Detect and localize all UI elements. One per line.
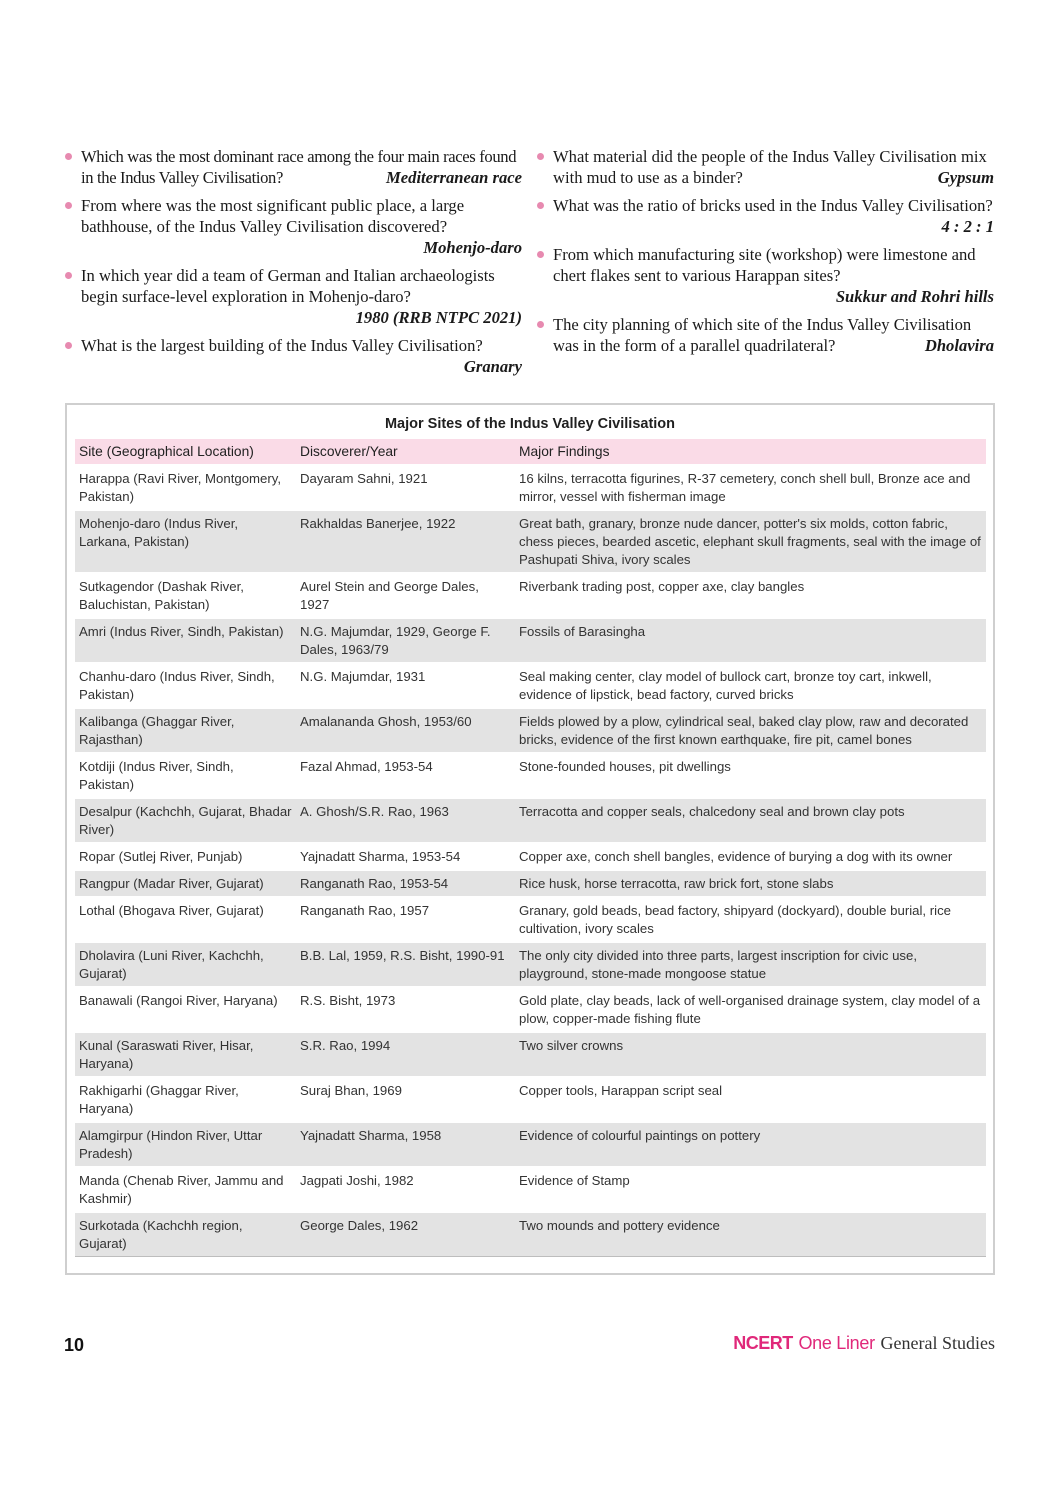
bullet-icon bbox=[537, 202, 544, 209]
answer-text: Sukkur and Rohri hills bbox=[835, 287, 994, 306]
qa-item bbox=[536, 244, 994, 307]
cell-findings: Copper axe, conch shell bangles, evidence of burying a dog with its owner bbox=[515, 843, 986, 870]
table-row bbox=[75, 942, 986, 987]
cell-site: Amri (Indus River, Sindh, Pakistan) bbox=[75, 618, 296, 663]
question-text: What material did the people of the Indus Valley Civilisation mix with mud to use as a binder? bbox=[553, 147, 987, 187]
cell-findings: Fields plowed by a plow, cylindrical seal, baked clay plow, raw and decorated bricks, evidence of the first known earthquake, fire pit, camel bones bbox=[515, 708, 986, 753]
cell-findings: Fossils of Barasingha bbox=[515, 618, 986, 663]
table-row bbox=[75, 987, 986, 1032]
answer-text: Dholavira bbox=[924, 336, 994, 355]
table-row bbox=[75, 708, 986, 753]
cell-discoverer: R.S. Bisht, 1973 bbox=[296, 987, 515, 1032]
sites-table bbox=[75, 439, 986, 1257]
cell-findings: Stone-founded houses, pit dwellings bbox=[515, 753, 986, 798]
table-header-row bbox=[75, 439, 986, 465]
cell-discoverer: S.R. Rao, 1994 bbox=[296, 1032, 515, 1077]
cell-site: Kunal (Saraswati River, Hisar, Haryana) bbox=[75, 1032, 296, 1077]
cell-findings: Great bath, granary, bronze nude dancer, potter's six molds, cotton fabric, chess pieces, bearded ascetic, elephant skull fragments, seal with the image of Pashupati Shiva, ivory scales bbox=[515, 510, 986, 573]
cell-site: Chanhu-daro (Indus River, Sindh, Pakistan) bbox=[75, 663, 296, 708]
footer-brand bbox=[733, 1333, 995, 1354]
bullet-icon bbox=[65, 272, 72, 279]
qa-item bbox=[64, 146, 522, 188]
cell-findings: 16 kilns, terracotta figurines, R-37 cemetery, conch shell bull, Bronze ace and mirror, vessel with fisherman image bbox=[515, 465, 986, 510]
table-row bbox=[75, 870, 986, 897]
cell-discoverer: Fazal Ahmad, 1953-54 bbox=[296, 753, 515, 798]
cell-discoverer: Jagpati Joshi, 1982 bbox=[296, 1167, 515, 1212]
cell-site: Lothal (Bhogava River, Gujarat) bbox=[75, 897, 296, 942]
brand-ncert: NCERT bbox=[733, 1333, 793, 1353]
brand-one-liner: One Liner bbox=[798, 1333, 875, 1353]
question-text: What was the ratio of bricks used in the Indus Valley Civilisation? bbox=[553, 196, 993, 215]
cell-site: Surkotada (Kachchh region, Gujarat) bbox=[75, 1212, 296, 1257]
cell-findings: Evidence of Stamp bbox=[515, 1167, 986, 1212]
bullet-icon bbox=[537, 251, 544, 258]
question-text: From where was the most significant public place, a large bathhouse, of the Indus Valley Civilisation discovered? bbox=[81, 196, 465, 236]
cell-discoverer: Yajnadatt Sharma, 1958 bbox=[296, 1122, 515, 1167]
answer-text: 1980 (RRB NTPC 2021) bbox=[355, 308, 522, 327]
cell-site: Banawali (Rangoi River, Haryana) bbox=[75, 987, 296, 1032]
question-text: The city planning of which site of the Indus Valley Civilisation was in the form of a parallel quadrilateral? bbox=[553, 315, 972, 355]
cell-site: Mohenjo-daro (Indus River, Larkana, Pakistan) bbox=[75, 510, 296, 573]
cell-discoverer: George Dales, 1962 bbox=[296, 1212, 515, 1257]
cell-discoverer: N.G. Majumdar, 1929, George F. Dales, 1963/79 bbox=[296, 618, 515, 663]
table-row bbox=[75, 510, 986, 573]
bullet-icon bbox=[537, 153, 544, 160]
page-number: 10 bbox=[64, 1335, 85, 1355]
table-row bbox=[75, 465, 986, 510]
cell-site: Kotdiji (Indus River, Sindh, Pakistan) bbox=[75, 753, 296, 798]
table-row bbox=[75, 573, 986, 618]
header-discoverer: Discoverer/Year bbox=[296, 439, 515, 465]
table-row bbox=[75, 897, 986, 942]
table-row bbox=[75, 1032, 986, 1077]
question-text: From which manufacturing site (workshop) were limestone and chert flakes sent to various Harappan sites? bbox=[553, 245, 976, 285]
qa-item bbox=[64, 265, 522, 328]
cell-discoverer: Amalananda Ghosh, 1953/60 bbox=[296, 708, 515, 753]
cell-findings: Seal making center, clay model of bullock cart, bronze toy cart, inkwell, evidence of lipstick, bead factory, curved bricks bbox=[515, 663, 986, 708]
table-row bbox=[75, 1077, 986, 1122]
table-title: Major Sites of the Indus Valley Civilisation bbox=[384, 416, 676, 432]
cell-site: Kalibanga (Ghaggar River, Rajasthan) bbox=[75, 708, 296, 753]
cell-site: Desalpur (Kachchh, Gujarat, Bhadar River) bbox=[75, 798, 296, 843]
cell-site: Manda (Chenab River, Jammu and Kashmir) bbox=[75, 1167, 296, 1212]
answer-text: Mohenjo-daro bbox=[423, 238, 522, 257]
qa-item bbox=[64, 195, 522, 258]
cell-findings: Evidence of colourful paintings on pottery bbox=[515, 1122, 986, 1167]
qa-item bbox=[536, 146, 994, 188]
cell-discoverer: Aurel Stein and George Dales, 1927 bbox=[296, 573, 515, 618]
table-row bbox=[75, 1122, 986, 1167]
cell-findings: Two mounds and pottery evidence bbox=[515, 1212, 986, 1257]
bullet-icon bbox=[65, 202, 72, 209]
qa-item bbox=[536, 195, 994, 237]
brand-subject: General Studies bbox=[880, 1333, 995, 1353]
cell-discoverer: A. Ghosh/S.R. Rao, 1963 bbox=[296, 798, 515, 843]
table-row bbox=[75, 1212, 986, 1257]
cell-findings: Gold plate, clay beads, lack of well-organised drainage system, clay model of a plow, copper-made fishing flute bbox=[515, 987, 986, 1032]
questions-left-column bbox=[64, 146, 522, 384]
sites-table-box bbox=[65, 403, 995, 1275]
cell-site: Alamgirpur (Hindon River, Uttar Pradesh) bbox=[75, 1122, 296, 1167]
cell-discoverer: B.B. Lal, 1959, R.S. Bisht, 1990-91 bbox=[296, 942, 515, 987]
bullet-icon bbox=[537, 321, 544, 328]
cell-discoverer: Yajnadatt Sharma, 1953-54 bbox=[296, 843, 515, 870]
bullet-icon bbox=[65, 153, 72, 160]
cell-discoverer: Rakhaldas Banerjee, 1922 bbox=[296, 510, 515, 573]
answer-text: 4 : 2 : 1 bbox=[941, 217, 994, 236]
cell-findings: Granary, gold beads, bead factory, shipyard (dockyard), double burial, rice cultivation, ivory scales bbox=[515, 897, 986, 942]
question-text: In which year did a team of German and Italian archaeologists begin surface-level exploration in Mohenjo-daro? bbox=[81, 266, 495, 306]
qa-item bbox=[64, 335, 522, 377]
table-row bbox=[75, 1167, 986, 1212]
cell-discoverer: Dayaram Sahni, 1921 bbox=[296, 465, 515, 510]
cell-findings: Copper tools, Harappan script seal bbox=[515, 1077, 986, 1122]
table-row bbox=[75, 618, 986, 663]
cell-site: Rakhigarhi (Ghaggar River, Haryana) bbox=[75, 1077, 296, 1122]
cell-site: Harappa (Ravi River, Montgomery, Pakistan) bbox=[75, 465, 296, 510]
cell-discoverer: Ranganath Rao, 1957 bbox=[296, 897, 515, 942]
qa-item bbox=[536, 314, 994, 356]
cell-findings: The only city divided into three parts, largest inscription for civic use, playground, stone-made mongoose statue bbox=[515, 942, 986, 987]
cell-discoverer: Suraj Bhan, 1969 bbox=[296, 1077, 515, 1122]
cell-findings: Rice husk, horse terracotta, raw brick fort, stone slabs bbox=[515, 870, 986, 897]
table-row bbox=[75, 753, 986, 798]
answer-text: Mediterranean race bbox=[386, 168, 522, 187]
cell-findings: Two silver crowns bbox=[515, 1032, 986, 1077]
cell-site: Ropar (Sutlej River, Punjab) bbox=[75, 843, 296, 870]
cell-site: Rangpur (Madar River, Gujarat) bbox=[75, 870, 296, 897]
questions-right-column bbox=[536, 146, 994, 363]
question-text: What is the largest building of the Indus Valley Civilisation? bbox=[81, 336, 483, 355]
cell-findings: Terracotta and copper seals, chalcedony seal and brown clay pots bbox=[515, 798, 986, 843]
answer-text: Gypsum bbox=[937, 168, 994, 187]
cell-findings: Riverbank trading post, copper axe, clay bangles bbox=[515, 573, 986, 618]
cell-site: Sutkagendor (Dashak River, Baluchistan, Pakistan) bbox=[75, 573, 296, 618]
header-findings: Major Findings bbox=[515, 439, 986, 465]
table-row bbox=[75, 798, 986, 843]
table-row bbox=[75, 663, 986, 708]
table-row bbox=[75, 843, 986, 870]
answer-text: Granary bbox=[463, 357, 522, 376]
header-site: Site (Geographical Location) bbox=[75, 439, 296, 465]
cell-discoverer: Ranganath Rao, 1953-54 bbox=[296, 870, 515, 897]
cell-site: Dholavira (Luni River, Kachchh, Gujarat) bbox=[75, 942, 296, 987]
bullet-icon bbox=[65, 342, 72, 349]
question-text: Which was the most dominant race among the four main races found in the Indus Valley Civilisation? bbox=[81, 147, 517, 187]
cell-discoverer: N.G. Majumdar, 1931 bbox=[296, 663, 515, 708]
